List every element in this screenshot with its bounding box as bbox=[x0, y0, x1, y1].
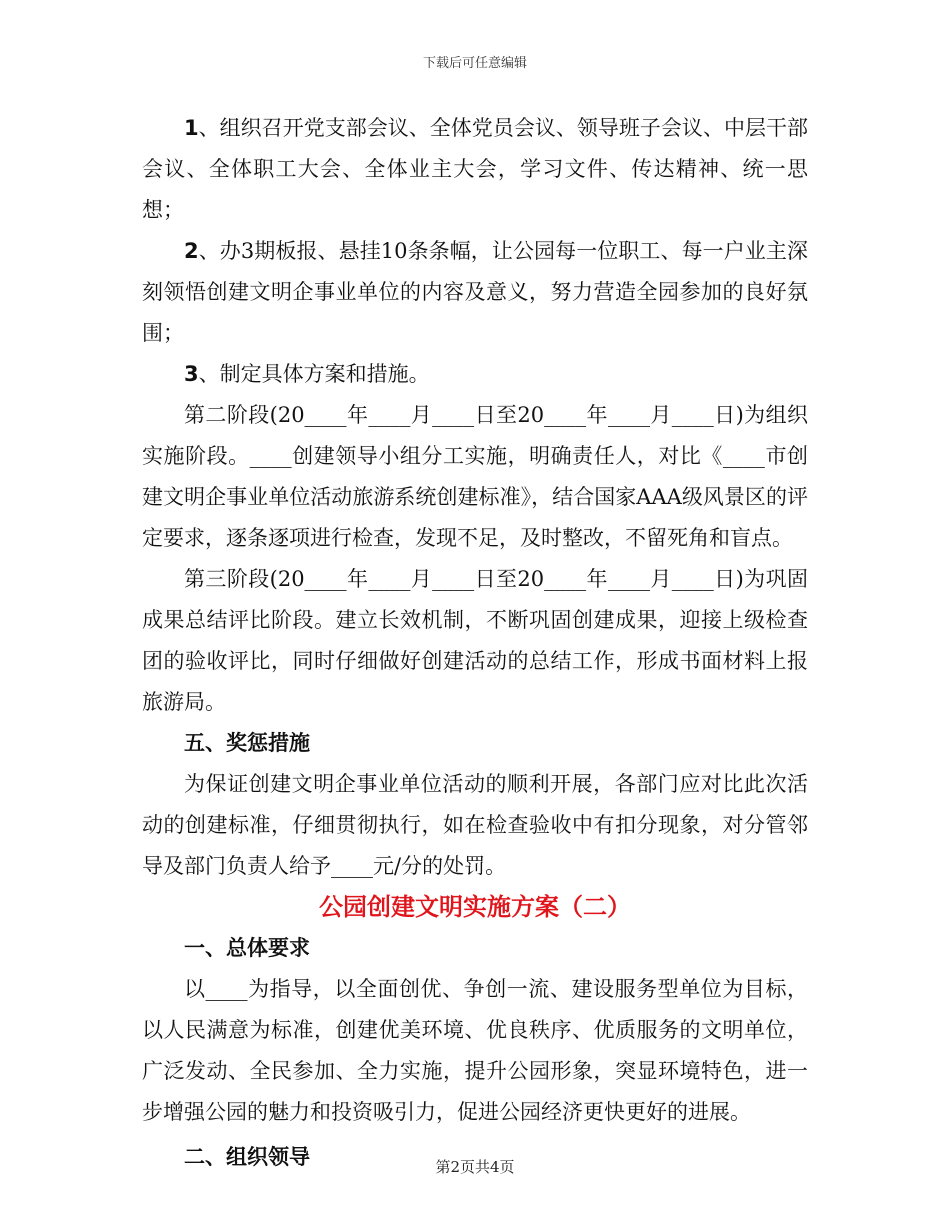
general-paragraph: 以____为指导，以全面创优、争创一流、建设服务型单位为目标，以人民满意为标准，创建优美环境、优良秩序、优质服务的文明单位，广泛发动、全民参加、全力实施，提升公园形象，突显环境特色，进一步增强公园的魅力和投资吸引力，促进公园经济更快更好的进展。 bbox=[142, 977, 808, 1124]
list-item-2 bbox=[142, 231, 808, 354]
page-footer: 第2页共4页 bbox=[435, 1158, 515, 1176]
item-number: 2 bbox=[184, 239, 199, 263]
list-item-3 bbox=[142, 354, 808, 395]
item-text: 、组织召开党支部会议、全体党员会议、领导班子会议、中层干部会议、全体职工大会、全体业主大会，学习文件、传达精神、统一思想； bbox=[142, 116, 808, 222]
item-number: 3 bbox=[184, 362, 199, 386]
item-number: 1 bbox=[184, 116, 199, 140]
stage2-paragraph: 第二阶段(20____年____月____日至20____年____月____日)为组织实施阶段。____创建领导小组分工实施，明确责任人，对比《____市创建文明企事业单位活动旅游系统创建标准》，结合国家AAA级风景区的评定要求，逐条逐项进行检查，发现不足，及时整改，不留死角和盲点。 bbox=[142, 403, 808, 550]
document-title: 公园创建文明实施方案（二） bbox=[319, 893, 631, 921]
rewards-paragraph: 为保证创建文明企事业单位活动的顺利开展，各部门应对比此次活动的创建标准，仔细贯彻执行，如在检查验收中有扣分现象，对分管邻导及部门负责人给予____元/分的处罚。 bbox=[142, 772, 808, 878]
list-item-1 bbox=[142, 108, 808, 231]
item-text: 、制定具体方案和措施。 bbox=[198, 362, 430, 386]
section-heading-general: 一、总体要求 bbox=[184, 936, 310, 960]
section-heading-organization: 二、组织领导 bbox=[184, 1145, 310, 1169]
page-header: 下载后可任意编辑 bbox=[422, 56, 527, 71]
stage3-paragraph: 第三阶段(20____年____月____日至20____年____月____日)为巩固成果总结评比阶段。建立长效机制，不断巩固创建成果，迎接上级检查团的验收评比，同时仔细做好创建活动的总结工作，形成书面材料上报旅游局。 bbox=[142, 567, 808, 714]
section-heading-rewards: 五、奖惩措施 bbox=[184, 731, 310, 755]
document-body bbox=[142, 108, 808, 1178]
item-text: 、办3期板报、悬挂10条条幅，让公园每一位职工、每一户业主深刻领悟创建文明企事业单位的内容及意义，努力营造全园参加的良好氛围； bbox=[142, 239, 808, 345]
